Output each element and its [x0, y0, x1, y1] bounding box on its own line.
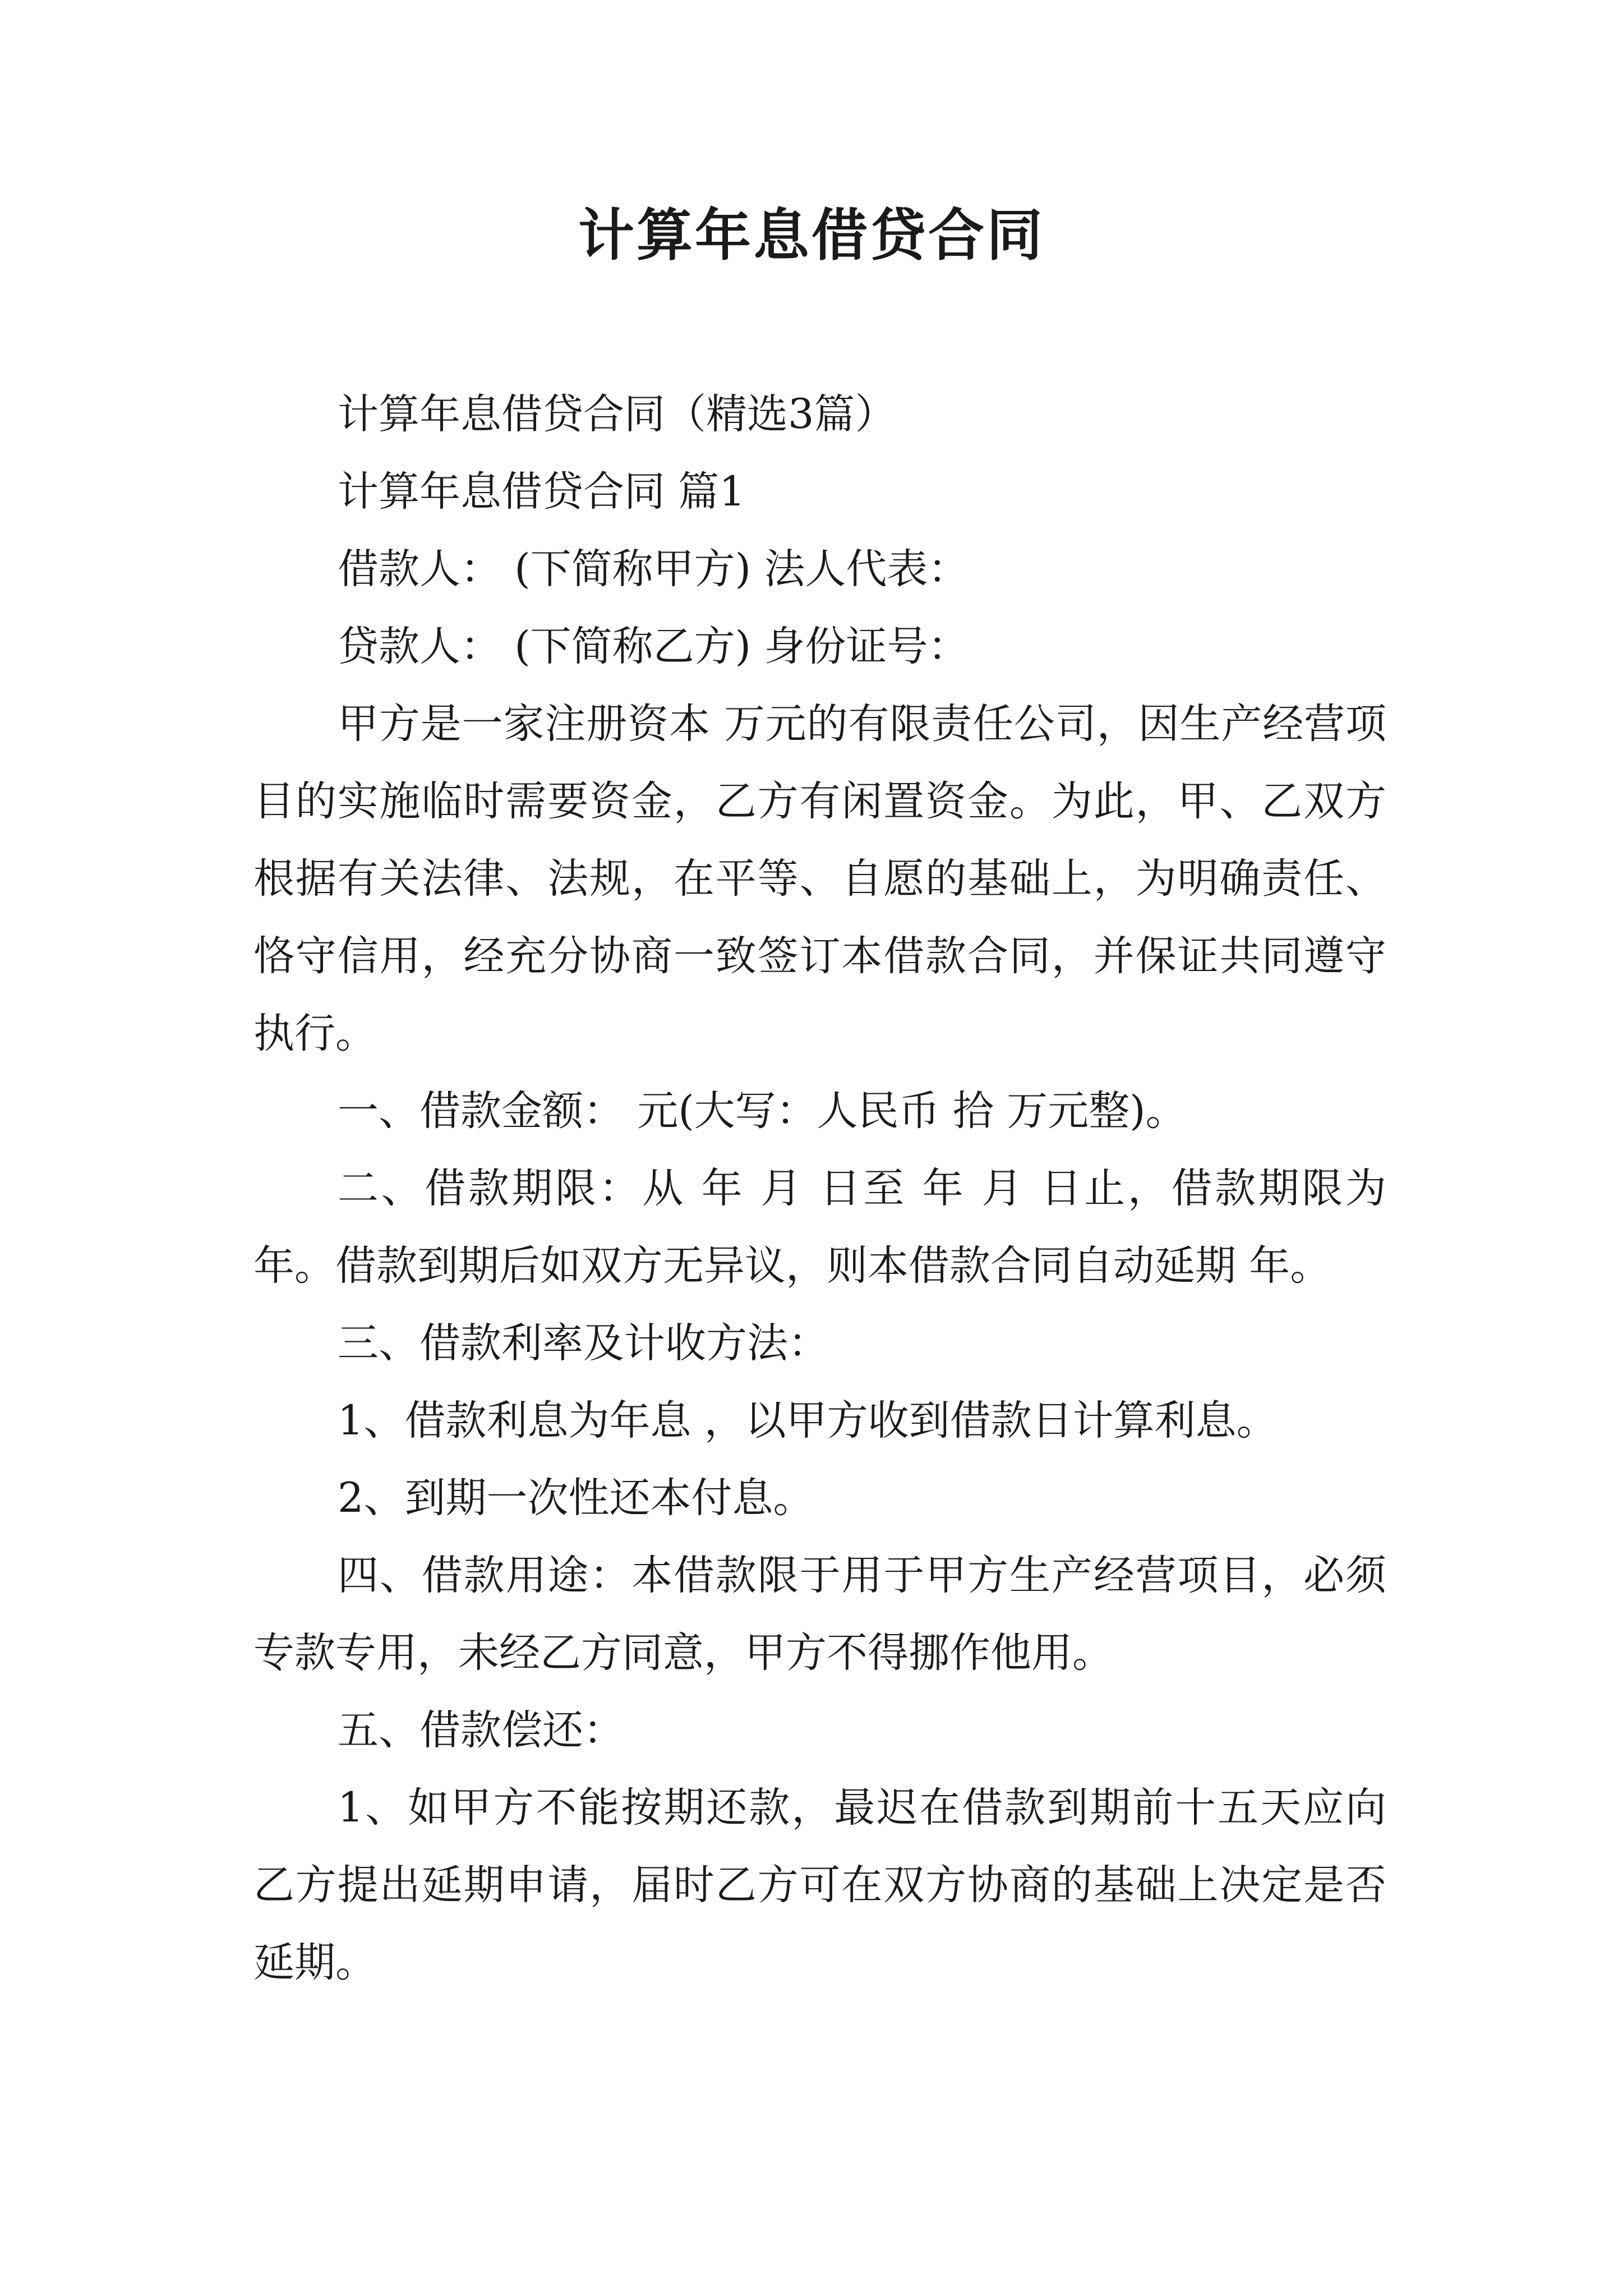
paragraph-extension: 1、如甲方不能按期还款，最迟在借款到期前十五天应向乙方提出延期申请，届时乙方可在双方协商的基础上决定是否延期。: [253, 1784, 1386, 1986]
paragraph-borrower: 借款人： (下简称甲方) 法人代表：: [338, 545, 969, 593]
paragraph-loan-term: 二、借款期限：从 年 月 日至 年 月 日止，借款期限为 年。借款到期后如双方无异议，则本借款合同自动延期 年。: [253, 1165, 1386, 1290]
paragraph-section-heading: 计算年息借贷合同 篇1: [338, 468, 745, 516]
paragraph-loan-amount: 一、借款金额： 元(大写：人民币 拾 万元整)。: [338, 1087, 1187, 1135]
paragraph-interest-rate: 1、借款利息为年息 ，以甲方收到借款日计算利息。: [338, 1397, 1278, 1444]
paragraph-repayment-method: 2、到期一次性还本付息。: [338, 1474, 814, 1522]
paragraph-subtitle: 计算年息借贷合同（精选3篇）: [338, 390, 896, 438]
paragraph-interest-heading: 三、借款利率及计收方法：: [338, 1319, 829, 1367]
document-body: [253, 376, 1386, 2001]
paragraph-loan-purpose: 四、借款用途：本借款限于用于甲方生产经营项目，必须专款专用，未经乙方同意，甲方不得挪作他用。: [253, 1552, 1386, 1677]
paragraph-lender: 贷款人： (下简称乙方) 身份证号：: [338, 623, 969, 670]
paragraph-preamble: 甲方是一家注册资本 万元的有限责任公司，因生产经营项目的实施临时需要资金，乙方有闲置资金。为此，甲、乙双方根据有关法律、法规，在平等、自愿的基础上，为明确责任、恪守信用，经充分协商一致签订本借款合同，并保证共同遵守执行。: [253, 700, 1386, 1057]
document-title: 计算年息借贷合同: [578, 203, 1045, 268]
paragraph-repayment-heading: 五、借款偿还：: [338, 1706, 624, 1754]
